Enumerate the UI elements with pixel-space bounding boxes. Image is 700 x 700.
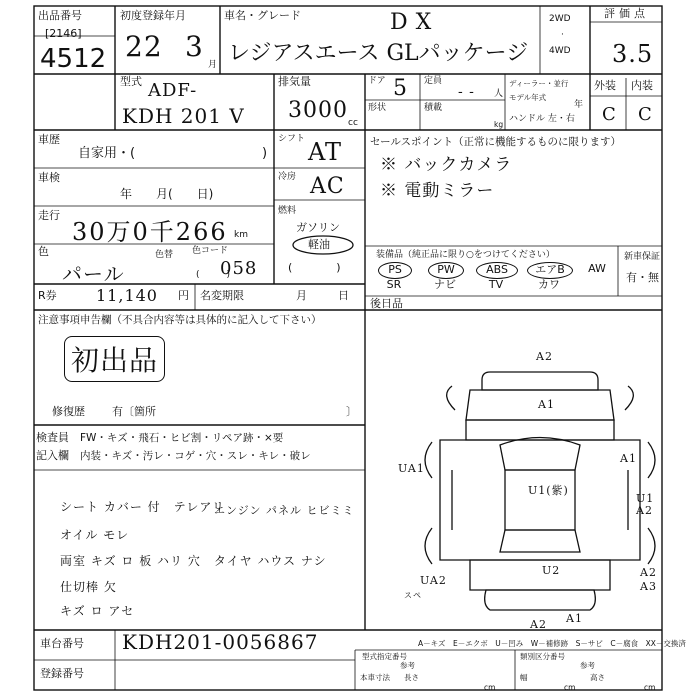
mileage-value: 30万0千266 — [72, 218, 228, 246]
load-unit: kg — [494, 120, 504, 129]
hw-note-2: エンジン パネル ヒビミミ — [214, 504, 355, 517]
color-code-value: 058 — [220, 258, 258, 279]
mileage-label: 走行 — [38, 209, 60, 222]
hw-note-4: 両室 キズ ロ 板 ハリ 穴 タイヤ ハウス ナシ — [60, 554, 327, 568]
color-change-label: 色替 — [155, 250, 174, 260]
interior-label: 内装 — [631, 79, 653, 92]
fuel-gasoline: ガソリン — [296, 221, 340, 234]
damage-mark-9: UA2 — [420, 574, 447, 587]
first-reg-label: 初度登録年月 — [120, 9, 186, 22]
capacity-label: 定員 — [424, 76, 443, 86]
door-value: 5 — [393, 76, 408, 101]
inspector-items: FW・キズ・飛石・ヒビ割・リペア跡・×要 — [80, 432, 284, 444]
fuel-diesel: 軽油 — [308, 238, 330, 251]
equip-abs: ABS — [476, 262, 518, 279]
category-number-label: 類別区分番号 — [520, 652, 565, 661]
history-close: ) — [262, 146, 268, 161]
repair-history-value: 有〔箇所 — [112, 405, 156, 418]
interior-grade: C — [638, 104, 653, 125]
dim-length-unit: cm — [484, 683, 496, 692]
ac-value: AC — [310, 174, 345, 199]
dim-height-unit: cm — [644, 683, 656, 692]
exterior-label: 外装 — [594, 79, 616, 92]
equip-sr: SR — [386, 278, 402, 291]
repair-history-label: 修復歴 — [52, 405, 85, 418]
lot-number-label: 出品番号 — [38, 9, 82, 22]
inspection-label: 車検 — [38, 171, 60, 184]
recycle-label: R券 — [38, 289, 57, 302]
hw-note-3: オイル モレ — [60, 528, 130, 542]
drive-2wd: 2WD — [549, 14, 571, 24]
score-value: 3.5 — [612, 40, 654, 68]
new-car-warranty-value: 有・無 — [626, 271, 659, 284]
ref-label-1: 参考 — [400, 661, 415, 670]
sales-points-label: セールスポイント（正常に機能するものに限ります） — [370, 136, 622, 148]
first-reg-year: 22 — [125, 30, 163, 63]
damage-mark-13: A1 — [566, 612, 583, 625]
first-reg-month: 3 — [185, 30, 204, 63]
displacement-label: 排気量 — [278, 75, 311, 88]
type-line1: ADF- — [148, 80, 198, 101]
damage-mark-10: A2 — [640, 566, 657, 579]
mileage-unit: km — [234, 230, 248, 240]
damage-mark-12: A2 — [530, 618, 547, 631]
year-unit: 年 — [574, 100, 584, 110]
month-unit: 月 — [208, 60, 218, 70]
notes-value: 初出品 — [64, 336, 165, 382]
door-label: ドア — [368, 76, 386, 86]
shape-label: 形状 — [368, 103, 387, 113]
color-code-paren: ( ) — [196, 270, 231, 280]
hw-note-6: キズ ロ アセ — [60, 604, 135, 618]
equip-airbag: エアB — [527, 262, 573, 279]
equip-pw: PW — [428, 262, 464, 279]
chassis-label: 車台番号 — [40, 637, 84, 650]
ref-label-2: 参考 — [580, 661, 595, 670]
recycle-value: 11,140 — [96, 286, 158, 305]
inspection-value: 年 月( 日) — [120, 187, 214, 201]
shift-label: シフト — [278, 134, 306, 144]
sales-point-1: ※ バックカメラ — [380, 155, 513, 175]
inspector-label: 検査員 — [36, 431, 69, 444]
type-label: 型式 — [120, 75, 142, 88]
model-grade: レジアスエース GLパッケージ — [228, 41, 529, 66]
shift-value: AT — [308, 138, 343, 166]
displacement-unit: cc — [348, 118, 358, 128]
equip-leather: カワ — [538, 278, 560, 291]
displacement-value: 3000 — [288, 98, 348, 123]
hw-note-5: 仕切棒 欠 — [60, 580, 117, 594]
dim-width-unit: cm — [564, 683, 576, 692]
damage-mark-5: U1 — [636, 492, 655, 505]
dim-height-label: 高さ — [590, 673, 605, 682]
dim-length-label: 長さ — [404, 673, 419, 682]
color-label: 色 — [38, 245, 49, 258]
sales-point-2: ※ 電動ミラー — [380, 181, 495, 201]
model-line1: DX — [390, 10, 440, 35]
history-label: 車歴 — [38, 133, 60, 146]
damage-mark-14: スペ — [404, 591, 422, 600]
chassis-number: KDH201-0056867 — [122, 630, 319, 654]
score-label: 評価点 — [604, 7, 649, 20]
damage-mark-4: U1(紫) — [528, 484, 569, 497]
equipment-label: 装備品（純正品に限り○をつけてください） — [376, 250, 555, 260]
hw-note-1: シート カバー 付 テレアリ — [60, 500, 225, 514]
registration-label: 登録番号 — [40, 667, 84, 680]
repair-history-close: 〕 — [346, 405, 357, 418]
damage-legend: A－キズ E－エクボ U－凹み W－補修跡 S－サビ C－腐食 XX－交換済 — [418, 639, 686, 648]
type-designation-label: 型式指定番号 — [362, 652, 407, 661]
capacity-value: - - — [458, 84, 475, 100]
equip-ps: PS — [378, 262, 412, 279]
capacity-unit: 人 — [494, 89, 504, 99]
damage-mark-3: A1 — [620, 452, 637, 465]
drive-4wd: 4WD — [549, 46, 571, 56]
drive-separator: · — [561, 30, 564, 40]
exterior-grade: C — [602, 104, 617, 125]
notes-label: 注意事項申告欄（不具合内容等は具体的に記入して下さい） — [38, 314, 322, 326]
equip-navi: ナビ — [434, 278, 456, 291]
type-line2: KDH 201 V — [122, 104, 245, 128]
history-value: 自家用・( — [78, 146, 136, 161]
unit-label: 後日品 — [370, 297, 403, 310]
damage-mark-8: U2 — [542, 564, 561, 577]
ac-label: 冷房 — [278, 172, 297, 182]
fuel-label: 燃料 — [278, 206, 297, 216]
recycle-unit: 円 — [178, 289, 189, 302]
entry-items: 内装・キズ・汚レ・コゲ・穴・スレ・キレ・破レ — [80, 450, 311, 462]
lot-number: 4512 — [40, 44, 107, 74]
load-label: 積載 — [424, 103, 443, 113]
entry-label: 記入欄 — [36, 449, 69, 462]
dealer-label: ディーラー・並行 — [509, 79, 569, 88]
damage-mark-6: A2 — [636, 504, 653, 517]
std-dims-label: 本車寸法 — [360, 673, 390, 682]
damage-mark-7: UA1 — [398, 462, 425, 475]
new-car-warranty-label: 新車保証 — [624, 252, 661, 262]
damage-mark-1: A2 — [536, 350, 553, 363]
model-year-label: モデル年式 — [509, 93, 547, 102]
damage-mark-2: A1 — [538, 398, 555, 411]
equip-tv: TV — [488, 278, 504, 291]
dim-width-label: 幅 — [520, 673, 528, 682]
lot-sub-number: [2146] — [45, 27, 82, 40]
name-change-value: 月 日 — [296, 289, 352, 302]
color-code-label: 色コード — [192, 246, 229, 256]
handle-label: ハンドル 左・右 — [509, 114, 575, 124]
equip-aw: AW — [588, 262, 606, 275]
model-label: 車名・グレード — [224, 9, 301, 22]
color-value: パール — [62, 262, 125, 286]
damage-mark-11: A3 — [640, 580, 657, 593]
fuel-other: ( ) — [288, 261, 341, 274]
name-change-label: 名変期限 — [200, 289, 244, 302]
